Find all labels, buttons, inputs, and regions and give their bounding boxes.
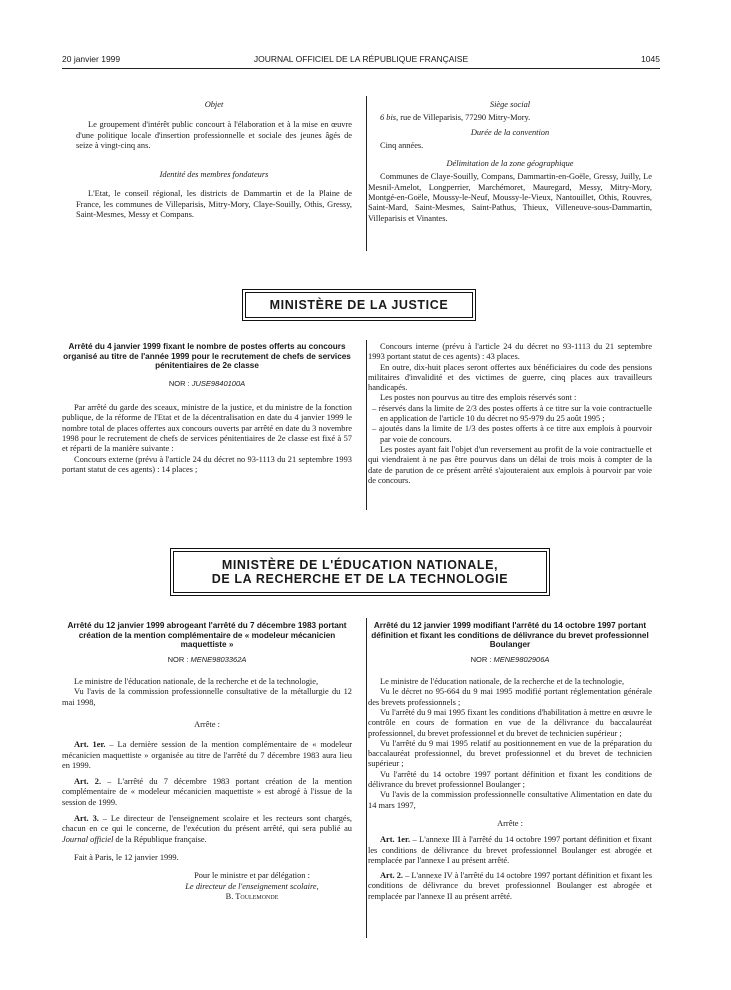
ministry-justice-box [242, 289, 476, 321]
header-date: 20 janvier 1999 [62, 54, 121, 64]
edu-left-nor: NOR : MENE9803362A [167, 654, 247, 664]
ministry-education-box [170, 548, 550, 596]
edu-left-arrete-title: Arrêté du 12 janvier 1999 abrogeant l'arrêté du 7 décembre 1983 portant création de la mention complémentaire de « modeleur mécanicien maquettiste » [67, 621, 347, 650]
edu-right-nor: NOR : MENE9802906A [470, 654, 550, 664]
edu-left-signature-line-1: Pour le ministre et par délégation : [194, 871, 310, 881]
membres-text: L'Etat, le conseil régional, les districts de Dammartin et de la Plaine de France, les communes de Villeparisis, Mitry-Mory, Claye-Souilly, Othis, Gressy, Saint-Mesmes, Messy et Compans. [76, 189, 352, 220]
edu-right-arrete-label: Arrête : [497, 818, 523, 828]
objet-text: Le groupement d'intérêt public concourt à l'élaboration et à la mise en œuvre d'une politique locale d'insertion professionnelle et sociale des jeunes âgés de seize à vingt-cinq ans. [76, 120, 352, 150]
edu-right-paragraph-2: Vu le décret no 95-664 du 9 mai 1995 modifié portant réglementation générale des brevets professionnels ; [368, 687, 652, 707]
education-left-column [62, 621, 352, 902]
top-left-column [76, 100, 352, 220]
education-right-column [368, 621, 652, 902]
justice-dash-item-1: – réservés dans la limite de 2/3 des postes offerts à ce titre sur la voie contractuelle en application de l'article 10 du décret no 95-979 du 25 août 1995 ; [372, 403, 652, 424]
edu-right-paragraph-4: Vu l'arrêté du 9 mai 1995 relatif au positionnement en vue de la préparation du baccalauréat professionnel, du brevet professionnel et du brevet de technicien supérieur ; [368, 738, 652, 769]
ministry-education-line-2: DE LA RECHERCHE ET DE LA TECHNOLOGIE [211, 572, 509, 586]
header-rule [62, 68, 660, 69]
edu-left-arrete-label: Arrête : [194, 719, 220, 729]
justice-left-column [62, 342, 352, 475]
justice-right-column [368, 342, 652, 486]
justice-arrete-title: Arrêté du 4 janvier 1999 fixant le nombre de postes offerts au concours organisé au titre de l'année 1999 pour le recrutement de chefs de services pénitentiaires de 2e classe [63, 342, 351, 371]
ministry-justice-title: MINISTÈRE DE LA JUSTICE [269, 298, 449, 312]
justice-right-paragraph-1: Concours interne (prévu à l'article 24 du décret no 93-1113 du 21 septembre 1993 portant statut de ces agents) : 43 places. [368, 342, 652, 362]
siege-text: 6 bis, rue de Villeparisis, 77290 Mitry-Mory. [380, 113, 531, 123]
edu-left-signature-name: B. Toulemonde [225, 891, 279, 901]
objet-heading: Objet [204, 100, 224, 109]
membres-heading: Identité des membres fondateurs [159, 170, 269, 180]
zone-text: Communes de Claye-Souilly, Compans, Dammartin-en-Goële, Gressy, Juilly, Le Mesnil-Amelot, Longperrier, Marchémoret, Mauregard, Messy, Mitry-Mory, Montgé-en-Goële, Moussy-le-Neuf, Moussy-le-Vieux, Nantouillet, Othis, Rouvres, Saint-Mard, Saint-Mesmes, Saint-Pathus, Thieux, Villeneuve-sous-Dammartin, Villeparisis et Vinantes. [368, 172, 652, 223]
column-separator-justice [366, 340, 367, 510]
edu-right-article-2: Art. 2. – L'annexe IV à l'arrêté du 14 octobre 1997 portant définition et fixant les conditions de délivrance du brevet professionnel Boulanger est abrogée et remplacée par l'annexe II au présent arrêté. [368, 871, 652, 901]
header-page-number: 1045 [641, 54, 660, 64]
column-separator-top [366, 96, 367, 251]
edu-right-article-1: Art. 1er. – L'annexe III à l'arrêté du 14 octobre 1997 portant définition et fixant les conditions de délivrance du brevet professionnel Boulanger est abrogée et remplacée par l'annexe I au présent arrêté. [368, 835, 653, 865]
edu-left-article-1: Art. 1er. – La dernière session de la mention complémentaire de « modeleur mécanicien maquettiste » organisée au titre de l'arrêté du 7 décembre 1983 aura lieu en 1999. [62, 740, 352, 770]
edu-right-paragraph-5: Vu l'arrêté du 14 octobre 1997 portant définition et fixant les conditions de délivrance du brevet professionnel Boulanger ; [368, 769, 652, 790]
column-separator-education [366, 618, 367, 938]
running-header [62, 54, 660, 68]
edu-right-paragraph-3: Vu l'arrêté du 9 mai 1995 fixant les conditions d'habilitation à mettre en œuvre le contrôle en cours de formation en vue de la délivrance du baccalauréat professionnel, du brevet professionnel et du brevet de technicien supérieur ; [368, 707, 652, 738]
zone-heading: Délimitation de la zone géographique [446, 159, 574, 169]
edu-left-signature-line-2: Le directeur de l'enseignement scolaire, [185, 881, 319, 891]
justice-paragraph-1: Par arrêté du garde des sceaux, ministre de la justice, et du ministre de la fonction publique, de la réforme de l'Etat et de la décentralisation en date du 4 janvier 1999 le nombre total de places offertes aux concours ouverts par arrêté en date du 3 novembre 1998 pour le recrutement de chefs de services pénitentiaires de 2e classe est fixé à 57 et réparti de la manière suivante : [62, 403, 352, 454]
edu-left-paragraph-2: Vu l'avis de la commission professionnelle consultative de la métallurgie du 12 mai 1998, [62, 687, 352, 707]
justice-right-paragraph-2: En outre, dix-huit places seront offertes aux bénéficiaires du code des pensions militaires d'invalidité et des victimes de guerre, cinq places aux travailleurs handicapés. [368, 362, 652, 393]
duree-heading: Durée de la convention [470, 127, 550, 137]
edu-left-article-3: Art. 3. – Le directeur de l'enseignement scolaire et les recteurs sont chargés, chacun en ce qui le concerne, de l'exécution du présent arrêté, qui sera publié au Journal officiel de la République française. [62, 814, 352, 844]
justice-right-paragraph-4: Les postes ayant fait l'objet d'un reversement au profit de la voie contractuelle et qui viendraient à ne pas être pourvus dans un délai de trois mois à compter de la date de parution de ce présent arrêté s'ajouteraient aux emplois à pourvoir par voie de concours. [368, 444, 652, 485]
edu-right-paragraph-1: Le ministre de l'éducation nationale, de la recherche et de la technologie, [380, 677, 625, 687]
justice-paragraph-2: Concours externe (prévu à l'article 24 du décret no 93-1113 du 21 septembre 1993 portant statut de ces agents) : 14 places ; [62, 454, 352, 474]
duree-text: Cinq années. [380, 140, 424, 150]
edu-left-paragraph-1: Le ministre de l'éducation nationale, de la recherche et de la technologie, [74, 677, 319, 687]
justice-dash-item-2: – ajoutés dans la limite de 1/3 des postes offerts à ce titre aux emplois à pourvoir par voie de concours. [372, 424, 652, 444]
header-journal-title: JOURNAL OFFICIEL DE LA RÉPUBLIQUE FRANÇAISE [253, 54, 469, 64]
edu-right-arrete-title: Arrêté du 12 janvier 1999 modifiant l'arrêté du 14 octobre 1997 portant définition et fixant les conditions de délivrance du brevet professionnel Boulanger [371, 621, 649, 650]
justice-right-paragraph-3: Les postes non pourvus au titre des emplois réservés sont : [380, 393, 577, 403]
siege-heading: Siège social [489, 100, 531, 109]
justice-nor: NOR : JUSE9840100A [168, 378, 246, 388]
edu-right-paragraph-6: Vu l'avis de la commission professionnelle consultative Alimentation en date du 14 mars 1997, [368, 790, 652, 810]
edu-left-fait: Fait à Paris, le 12 janvier 1999. [74, 852, 179, 862]
ministry-education-line-1: MINISTÈRE DE L'ÉDUCATION NATIONALE, [221, 558, 499, 572]
top-right-column [368, 100, 652, 224]
edu-left-article-2: Art. 2. – L'arrêté du 7 décembre 1983 portant création de la mention complémentaire de « modeleur mécanicien maquettiste » est abrogé à l'issue de la session de 1999. [62, 777, 352, 807]
